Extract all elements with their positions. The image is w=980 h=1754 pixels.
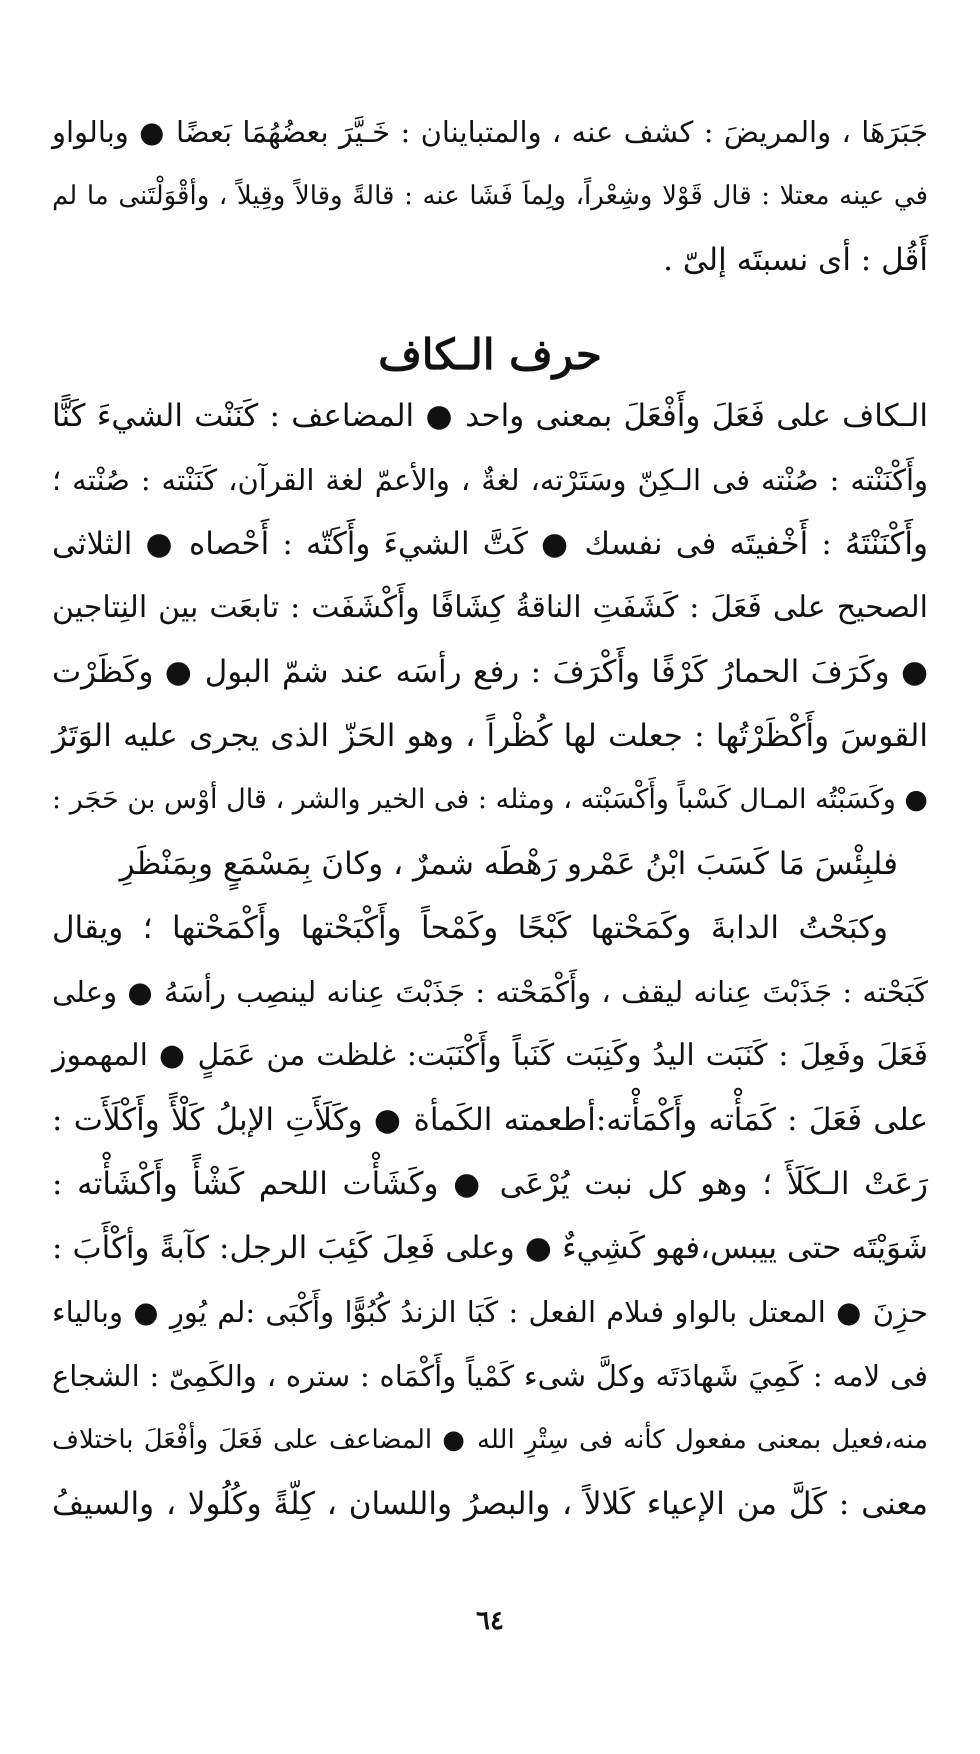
page-number: ٦٤ — [476, 1606, 504, 1636]
text-line: جَبَرَهَا ، والمريضَ : كشف عنه ، والمتباينان : خَـيَّرَ بعضُهُمَا بَعضًا ● وبالواو — [52, 115, 928, 149]
section-heading: حرف الـكاف — [378, 330, 602, 379]
text-line: أَقُل : أى نسبتَه إلىّ . — [663, 242, 928, 278]
text-line: القوسَ وأَكْظَرْتُها : جعلت لها كُظْراً ، وهو الحَزّ الذى يجرى عليه الوَتَرُ — [52, 718, 928, 754]
intro-paragraph — [52, 100, 928, 292]
text-line: كَبَحْته : جَذَبْتَ عِنانه ليقف ، وأَكْمَحْته : جَذَبْتَ عِنانه لينصِب رأسَهُ ● وعلى — [52, 975, 928, 1009]
text-line: معنى : كَلَّ من الإعياء كَلالاً ، والبصرُ واللسان ، كِلّةً وكُلُولا ، والسيفُ — [52, 1486, 928, 1522]
text-line: فى لامه : كَمِيَ شَهادَتَه وكلَّ شىء كَمْياً وأَكْمَاه : ستره ، والكَمِىّ : الشجاع — [52, 1359, 928, 1393]
text-line: ● وكَسَبْتُه المـال كَسْباً وأَكْسَبْته ، ومثله : فى الخير والشر ، قال أوْس بن حَجَر : — [52, 784, 928, 815]
poetry-verse: فلبِئْسَ مَا كَسَبَ ابْنُ عَمْرو رَهْطَه شمرٌ ، وكانَ بِمَسْمَعٍ وبِمَنْظَرِ — [119, 846, 898, 882]
text-line: وكبَحْتُ الدابةَ وكَمَحْتها كَبْحًا وكَمْحاً وأَكْبَحْتها وأَكْمَحْتها ؛ ويقال — [52, 910, 888, 946]
text-line: رَعَتْ الـكَلَأَ ؛ وهو كل نبت يُرْعَى ● وكَشَأْت اللحم كَشْأً وأَكْشَأْته : — [52, 1166, 928, 1202]
section-body — [52, 384, 928, 1536]
text-line: الـكاف على فَعَلَ وأَفْعَلَ بمعنى واحد ● المضاعف : كَنَنْت الشيءَ كَنًّا — [52, 398, 928, 434]
text-line: ● وكَرَفَ الحمارُ كَرْفًا وأَكْرَفَ : رفع رأسَه عند شمّ البول ● وكَظَرْت — [52, 654, 928, 690]
text-line: الصحيح على فَعَلَ : كَشَفَتِ الناقةُ كِشَافًا وأَكْشَفَت : تابعَت بين النِتاجين — [52, 590, 928, 625]
text-line: حزِنَ ● المعتل بالواو فىلام الفعل : كَبَا الزندُ كُبُوًّا وأَكْبَى :لم يُورِ ● وبالياء — [52, 1295, 928, 1329]
text-line: وأَكْنَنْتَهُ : أَخْفيتَه فى نفسك ● كَتَّ الشيءَ وأَكَتّه : أَحْصاه ● الثلاثى — [52, 526, 928, 562]
text-line: على فَعَلَ : كَمَأْته وأَكْمَأْته:أطعمته الكَمأة ● وكَلَأَتِ الإبلُ كَلْأً وأَكْلَأَت : — [52, 1102, 928, 1138]
text-line: منه،فعيل بمعنى مفعول كأنه فى سِتْرِ الله ● المضاعف على فَعَلَ وأفْعَلَ باختلاف — [52, 1425, 929, 1455]
text-line: شَوَيْتَه حتى ييبس،فهو كَشِيءٌ ● وعلى فَعِلَ كَئِبَ الرجل: كآبةً وأكْأَبَ : — [52, 1230, 928, 1266]
text-line: في عينه معتلا : قال قَوْلا وشِعْراً، ولِماَ فَشَا عنه : قالةً وقالاً وقِيلاً ، وأقْوَلْتَنى ما لم — [52, 181, 928, 211]
text-line: فَعَلَ وفَعِلَ : كَنَبَت اليدُ وكَنِبَت كَنَباً وأَكْنَبَت: غلظت من عَمَلٍ ● المهموز — [52, 1038, 928, 1073]
text-line: وأَكْنَنْته : صُنْته فى الـكِنّ وسَتَرْته، لغةٌ ، والأعمّ لغة القرآن، كَنَنْته : صُنْته ؛ — [52, 463, 928, 497]
